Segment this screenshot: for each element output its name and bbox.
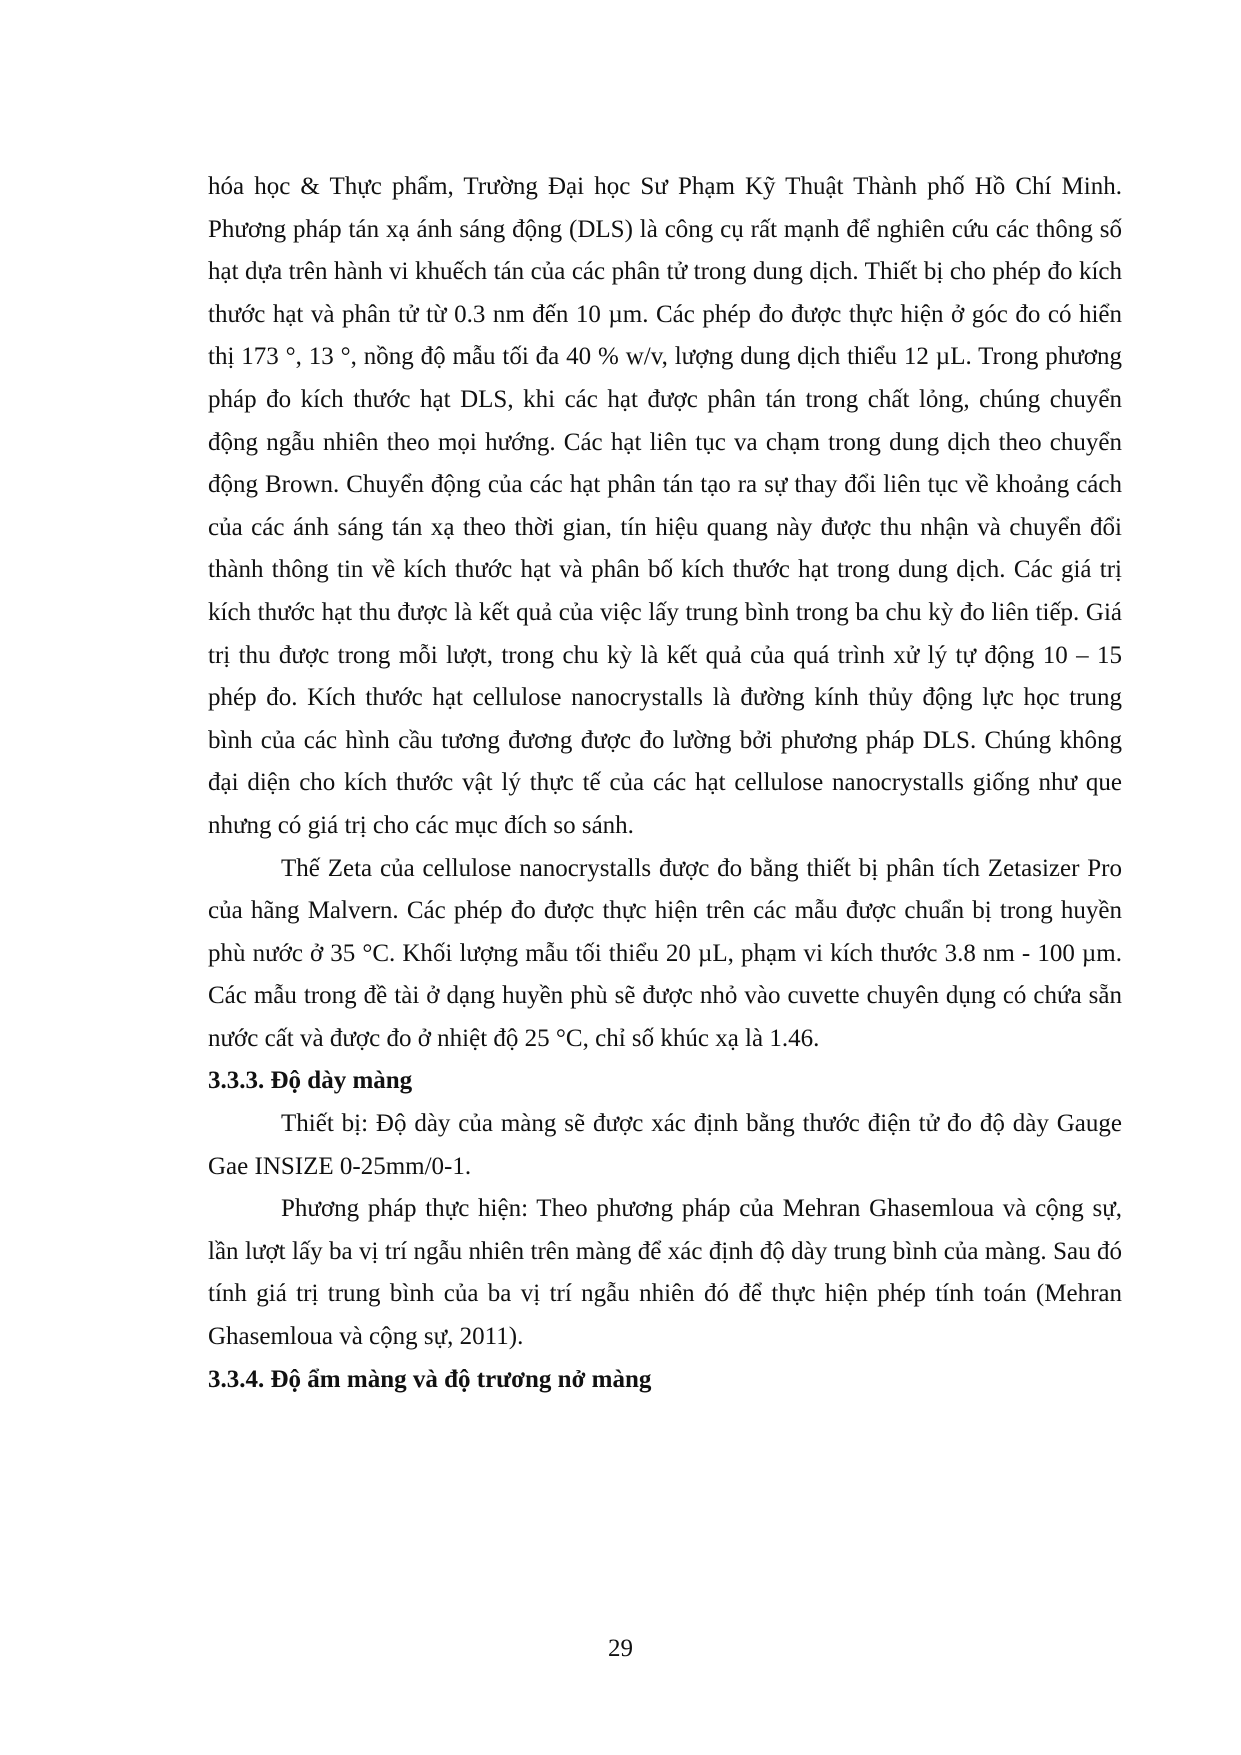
paragraph-thickness-method: Phương pháp thực hiện: Theo phương pháp của Mehran Ghasemloua và cộng sự, lần lượt lấy ba vị trí ngẫu nhiên trên màng để xác định độ dày trung bình của màng. Sau đó tính giá trị trung bình của ba vị trí ngẫu nhiên đó để thực hiện phép tính toán (Mehran Ghasemloua và cộng sự, 2011). — [208, 1195, 1122, 1351]
paragraph-dls-method: hóa học & Thực phẩm, Trường Đại học Sư Phạm Kỹ Thuật Thành phố Hồ Chí Minh. Phương pháp tán xạ ánh sáng động (DLS) là công cụ rất mạnh để nghiên cứu các thông số hạt dựa trên hành vi khuếch tán của các phân tử trong dung dịch. Thiết bị cho phép đo kích thước hạt và phân tử từ 0.3 nm đến 10 µm. Các phép đo được thực hiện ở góc đo có hiển thị 173 °, 13 °, nồng độ mẫu tối đa 40 % w/v, lượng dung dịch thiểu 12 µL. Trong phương pháp đo kích thước hạt DLS, khi các hạt được phân tán trong chất lỏng, chúng chuyển động ngẫu nhiên theo mọi hướng. Các hạt liên tục va chạm trong dung dịch theo chuyển động Brown. Chuyển động của các hạt phân tán tạo ra sự thay đổi liên tục về khoảng cách của các ánh sáng tán xạ theo thời gian, tín hiệu quang này được thu nhận và chuyển đổi thành thông tin về kích thước hạt và phân bố kích thước hạt trong dung dịch. Các giá trị kích thước hạt thu được là kết quả của việc lấy trung bình trong ba chu kỳ đo liên tiếp. Giá trị thu được trong mỗi lượt, trong chu kỳ là kết quả của quá trình xử lý tự động 10 – 15 phép đo. Kích thước hạt cellulose nanocrystalls là đường kính thủy động lực học trung bình của các hình cầu tương đương được đo lường bởi phương pháp DLS. Chúng không đại diện cho kích thước vật lý thực tế của các hạt cellulose nanocrystalls giống như que nhưng có giá trị cho các mục đích so sánh. — [208, 173, 1122, 839]
heading-film-thickness: 3.3.3. Độ dày màng — [208, 1067, 413, 1095]
heading-film-moisture-swelling: 3.3.4. Độ ẩm màng và độ trương nở màng — [208, 1365, 652, 1393]
paragraph-zeta-potential: Thế Zeta của cellulose nanocrystalls được đo bằng thiết bị phân tích Zetasizer Pro của hãng Malvern. Các phép đo được thực hiện trên các mẫu được chuẩn bị trong huyền phù nước ở 35 °C. Khối lượng mẫu tối thiểu 20 µL, phạm vi kích thước 3.8 nm - 100 µm. Các mẫu trong đề tài ở dạng huyền phù sẽ được nhỏ vào cuvette chuyên dụng có chứa sẵn nước cất và được đo ở nhiệt độ 25 °C, chỉ số khúc xạ là 1.46. — [208, 854, 1122, 1052]
page-body — [208, 166, 1122, 1401]
paragraph-thickness-equipment: Thiết bị: Độ dày của màng sẽ được xác định bằng thước điện tử đo độ dày Gauge Gae INSIZE 0-25mm/0-1. — [208, 1110, 1122, 1180]
page-number: 29 — [608, 1635, 633, 1662]
